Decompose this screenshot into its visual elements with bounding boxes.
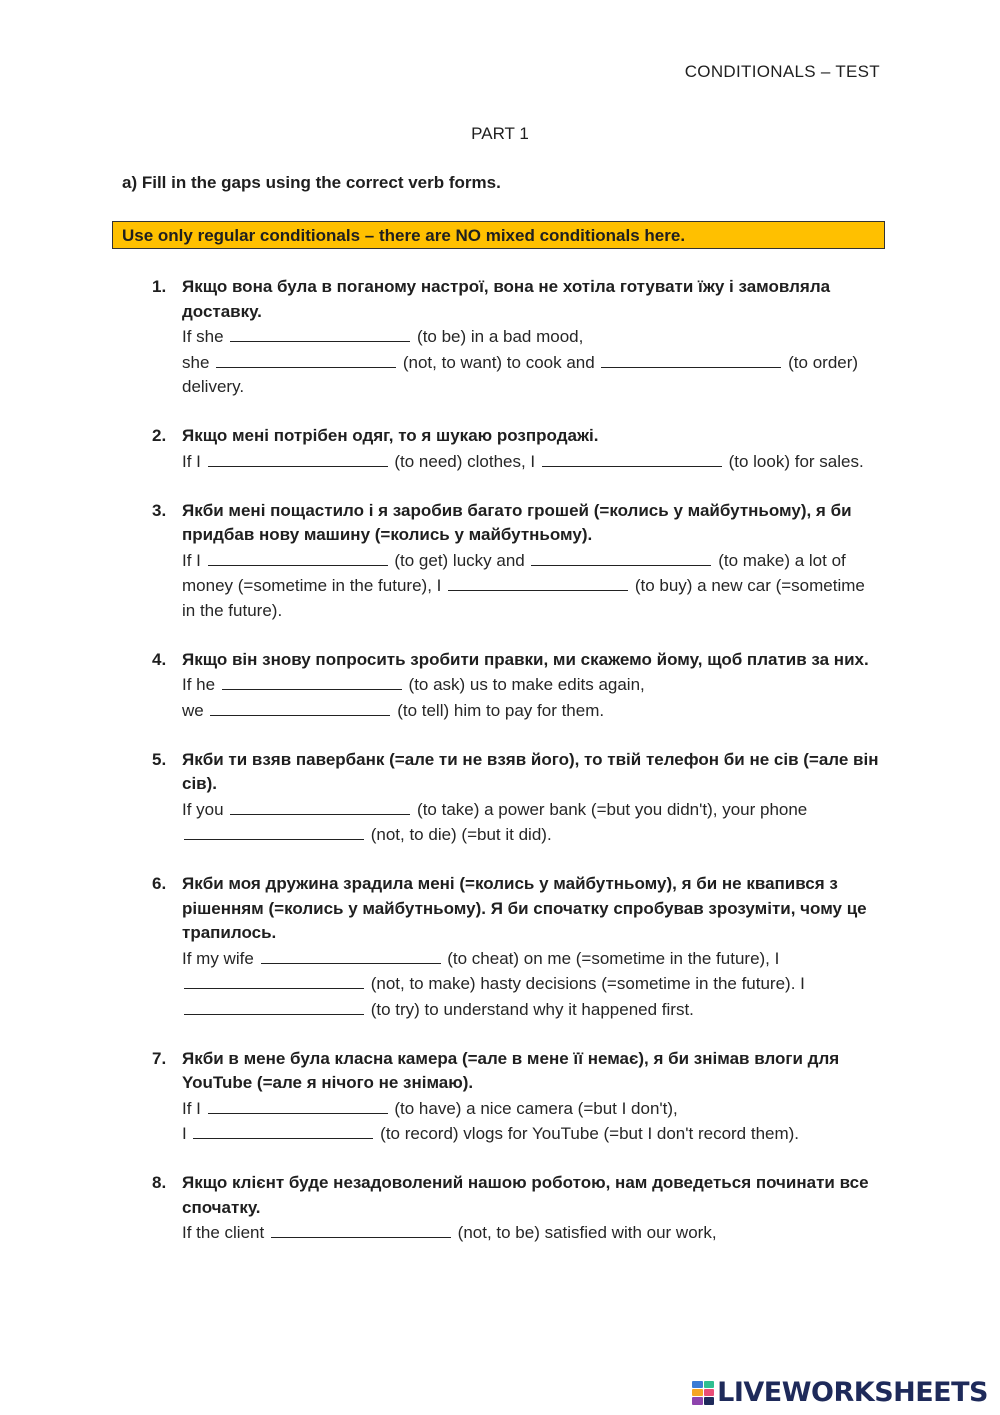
task-text-segment: (to ask) us to make edits again, <box>403 675 645 694</box>
answer-gap[interactable] <box>271 1220 451 1238</box>
task-english-line <box>182 1220 882 1246</box>
task-number: 3. <box>152 500 167 520</box>
task-english-line <box>182 324 882 350</box>
task-text-segment: (to cheat) on me (=sometime in the future), I <box>442 948 780 968</box>
task-text-segment: (not, to make) hasty decisions (=sometime in the future). I <box>366 974 805 993</box>
task-item <box>152 872 882 1022</box>
task-text-segment: we <box>182 700 209 720</box>
answer-gap[interactable] <box>542 449 722 467</box>
answer-gap[interactable] <box>208 449 388 467</box>
answer-gap[interactable] <box>601 350 781 368</box>
task-text-segment: (not, to want) to cook and <box>398 352 600 372</box>
task-text-segment: (to get) lucky and <box>389 550 530 570</box>
task-english-line <box>182 1096 882 1122</box>
task-english-line <box>182 350 882 400</box>
task-text-segment: (to record) vlogs for YouTube (=but I don't record them). <box>375 1124 800 1143</box>
answer-gap[interactable] <box>193 1121 373 1139</box>
task-text-segment: If I <box>182 550 206 570</box>
task-text-segment: (to try) to understand why it happened first. <box>366 999 694 1019</box>
task-number: 5. <box>152 749 167 769</box>
task-ukrainian-prompt: Якби моя дружина зрадила мені (=колись у майбутньому), я би не квапився з рішенням (=колись у майбутньому). Я би спочатку спробував зрозуміти, чому це трапилось. <box>182 874 867 942</box>
task-item <box>152 748 882 848</box>
answer-gap[interactable] <box>184 971 364 989</box>
answer-gap[interactable] <box>222 672 402 690</box>
task-text-segment: (to make) a lot of money (=sometime in the future), I <box>182 550 846 595</box>
task-text-segment: (to have) a nice camera (=but I don't), <box>389 1098 678 1118</box>
task-text-segment: I <box>182 1124 192 1143</box>
task-item <box>152 499 882 624</box>
task-number: 8. <box>152 1173 167 1192</box>
answer-gap[interactable] <box>230 797 410 815</box>
liveworksheets-logo-icon <box>692 1381 714 1405</box>
task-text-segment: (not, to be) satisfied with our work, <box>452 1223 717 1242</box>
task-text-segment: she <box>182 352 215 372</box>
task-text-segment: If she <box>182 327 229 346</box>
task-english-line <box>182 946 882 1023</box>
task-number: 1. <box>152 277 167 296</box>
answer-gap[interactable] <box>531 548 711 566</box>
task-text-segment: (to take) a power bank (=but you didn't), your phone <box>412 799 808 819</box>
task-text-segment: (to look) for sales. <box>723 451 864 471</box>
task-text-segment: (to order) delivery. <box>182 352 859 396</box>
task-text-segment: (to need) clothes, I <box>389 451 540 471</box>
instruction-text: a) Fill in the gaps using the correct verb forms. <box>122 173 501 192</box>
task-number: 2. <box>152 426 167 445</box>
task-number: 4. <box>152 649 167 669</box>
answer-gap[interactable] <box>210 698 390 716</box>
answer-gap[interactable] <box>184 997 364 1015</box>
task-english-line <box>182 548 882 624</box>
task-ukrainian-prompt: Якщо клієнт буде незадоволений нашою роботою, нам доведеться починати все спочатку. <box>182 1173 869 1217</box>
task-text-segment: If I <box>182 1098 206 1118</box>
answer-gap[interactable] <box>208 1096 388 1114</box>
answer-gap[interactable] <box>230 324 410 342</box>
task-item <box>152 648 882 724</box>
task-text-segment: (to buy) a new car (=sometime in the future). <box>182 576 865 620</box>
note-banner: Use only regular conditionals – there are NO mixed conditionals here. <box>112 221 885 249</box>
answer-gap[interactable] <box>448 573 628 591</box>
task-text-segment: (to be) in a bad mood, <box>412 327 584 346</box>
task-item <box>152 1047 882 1147</box>
task-english-line <box>182 672 882 698</box>
task-ukrainian-prompt: Якщо вона була в поганому настрої, вона не хотіла готувати їжу і замовляла доставку. <box>182 277 831 321</box>
task-text-segment: (not, to die) (=but it did). <box>366 825 552 844</box>
liveworksheets-logo <box>692 1377 988 1408</box>
answer-gap[interactable] <box>184 822 364 840</box>
task-ukrainian-prompt: Якби ти взяв павербанк (=але ти не взяв його), то твій телефон би не сів (=але він сів). <box>182 749 879 793</box>
task-text-segment: If I <box>182 451 206 471</box>
task-english-line <box>182 1121 882 1147</box>
task-number: 6. <box>152 874 167 893</box>
task-ukrainian-prompt: Якщо мені потрібен одяг, то я шукаю розпродажі. <box>182 426 599 445</box>
task-english-line <box>182 698 882 724</box>
task-english-line <box>182 449 882 475</box>
task-text-segment: If my wife <box>182 948 259 968</box>
task-english-line <box>182 797 882 848</box>
task-item <box>152 424 882 474</box>
liveworksheets-logo-text: LIVEWORKSHEETS <box>717 1377 988 1408</box>
task-item <box>152 1171 882 1246</box>
part-title: PART 1 <box>471 124 529 143</box>
task-item <box>152 275 882 400</box>
answer-gap[interactable] <box>216 350 396 368</box>
task-text-segment: If he <box>182 675 220 694</box>
task-ukrainian-prompt: Якби в мене була класна камера (=але в мене її немає), я би знімав влоги для YouTube (=але я нічого не знімаю). <box>182 1048 840 1092</box>
task-ukrainian-prompt: Якби мені пощастило і я заробив багато грошей (=колись у майбутньому), я би придбав нову машину (=колись у майбутньому). <box>182 500 852 544</box>
task-text-segment: (to tell) him to pay for them. <box>392 700 605 720</box>
task-text-segment: If you <box>182 799 229 819</box>
task-ukrainian-prompt: Якщо він знову попросить зробити правки, ми скажемо йому, щоб платив за них. <box>182 649 869 669</box>
answer-gap[interactable] <box>261 946 441 964</box>
document-title: CONDITIONALS – TEST <box>684 62 880 81</box>
task-list <box>152 275 882 1246</box>
answer-gap[interactable] <box>208 548 388 566</box>
task-number: 7. <box>152 1048 167 1068</box>
task-text-segment: If the client <box>182 1223 269 1242</box>
